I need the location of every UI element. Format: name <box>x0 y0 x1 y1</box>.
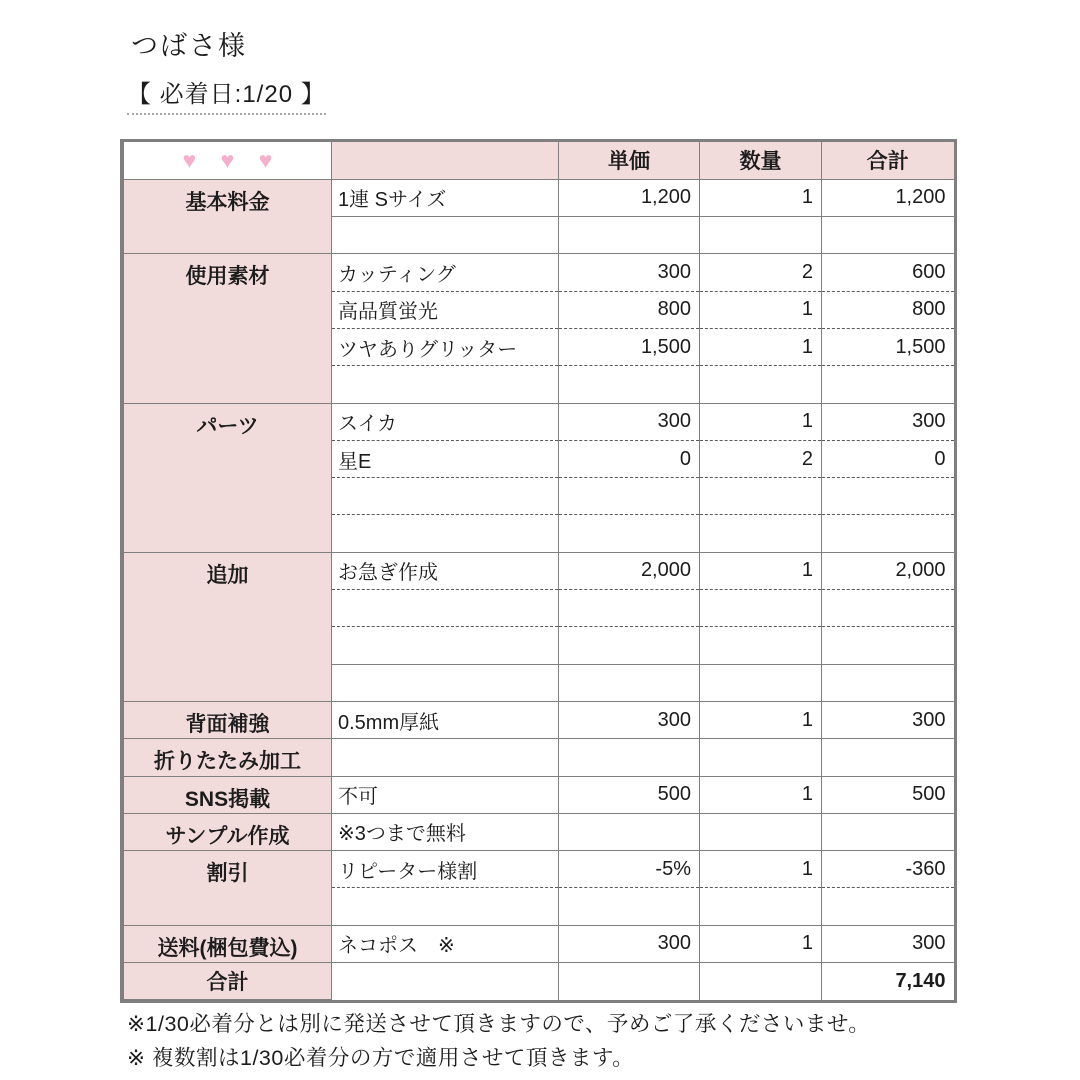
item-cell: ※3つまで無料 <box>332 813 559 850</box>
item-cell <box>332 366 559 403</box>
deadline-row <box>127 74 326 115</box>
total-cell: 1,500 <box>822 328 954 365</box>
unit-price-cell <box>559 664 700 701</box>
table-row <box>124 813 954 850</box>
total-cell: 300 <box>822 925 954 962</box>
unit-price-cell <box>559 590 700 627</box>
total-cell <box>822 217 954 254</box>
header-item-cell <box>332 142 559 179</box>
header-hearts-cell <box>124 142 332 179</box>
quantity-cell <box>700 664 822 701</box>
table-row <box>124 254 954 291</box>
total-cell: 600 <box>822 254 954 291</box>
category-cell: パーツ <box>124 403 332 552</box>
header-quantity: 数量 <box>700 142 822 179</box>
quantity-cell: 1 <box>700 776 822 813</box>
grand-total-qty-cell <box>700 963 822 1000</box>
grand-total-label: 合計 <box>124 963 332 1000</box>
grand-total-value: 7,140 <box>822 963 954 1000</box>
table-row <box>124 179 954 216</box>
total-cell: 300 <box>822 701 954 738</box>
price-table <box>120 139 957 1003</box>
quantity-cell: 1 <box>700 328 822 365</box>
item-cell <box>332 590 559 627</box>
unit-price-cell: 300 <box>559 403 700 440</box>
item-cell <box>332 515 559 552</box>
category-cell: 追加 <box>124 552 332 701</box>
item-cell: 1連 Sサイズ <box>332 179 559 216</box>
table-row <box>124 701 954 738</box>
unit-price-cell: -5% <box>559 851 700 888</box>
unit-price-cell: 2,000 <box>559 552 700 589</box>
unit-price-cell: 300 <box>559 701 700 738</box>
quantity-cell <box>700 627 822 664</box>
item-cell: カッティング <box>332 254 559 291</box>
total-cell: -360 <box>822 851 954 888</box>
category-cell: 基本料金 <box>124 179 332 254</box>
quantity-cell: 1 <box>700 925 822 962</box>
quantity-cell <box>700 888 822 925</box>
category-cell: サンプル作成 <box>124 813 332 850</box>
unit-price-cell <box>559 888 700 925</box>
category-cell: 折りたたみ加工 <box>124 739 332 776</box>
item-cell <box>332 739 559 776</box>
total-cell <box>822 627 954 664</box>
total-cell: 1,200 <box>822 179 954 216</box>
unit-price-cell <box>559 739 700 776</box>
unit-price-cell: 800 <box>559 291 700 328</box>
unit-price-cell <box>559 366 700 403</box>
quantity-cell <box>700 813 822 850</box>
unit-price-cell: 500 <box>559 776 700 813</box>
table-row <box>124 403 954 440</box>
total-cell: 300 <box>822 403 954 440</box>
note-2: ※ 複数割は1/30必着分の方で適用させて頂きます。 <box>127 1046 635 1070</box>
quantity-cell: 2 <box>700 440 822 477</box>
item-cell <box>332 627 559 664</box>
total-cell: 500 <box>822 776 954 813</box>
table-row <box>124 776 954 813</box>
grand-total-unit-cell <box>559 963 700 1000</box>
grand-total-row <box>124 963 954 1000</box>
total-cell <box>822 813 954 850</box>
unit-price-cell <box>559 217 700 254</box>
unit-price-cell <box>559 478 700 515</box>
unit-price-cell <box>559 627 700 664</box>
item-cell <box>332 478 559 515</box>
category-cell: 割引 <box>124 851 332 926</box>
quantity-cell <box>700 366 822 403</box>
total-cell <box>822 888 954 925</box>
total-cell <box>822 478 954 515</box>
deadline-label: 【 必着日:1/20 】 <box>127 74 326 115</box>
category-cell: SNS掲載 <box>124 776 332 813</box>
category-cell: 送料(梱包費込) <box>124 925 332 962</box>
quantity-cell: 2 <box>700 254 822 291</box>
item-cell: 不可 <box>332 776 559 813</box>
item-cell: お急ぎ作成 <box>332 552 559 589</box>
unit-price-cell: 1,200 <box>559 179 700 216</box>
table-header-row <box>124 142 954 179</box>
quantity-cell: 1 <box>700 403 822 440</box>
quantity-cell <box>700 515 822 552</box>
item-cell: 星E <box>332 440 559 477</box>
item-cell: リピーター様割 <box>332 851 559 888</box>
item-cell: ネコポス ※ <box>332 925 559 962</box>
table-row <box>124 739 954 776</box>
note-1: ※1/30必着分とは別に発送させて頂きますので、予めご了承くださいませ。 <box>127 1012 871 1036</box>
quantity-cell: 1 <box>700 851 822 888</box>
total-cell: 0 <box>822 440 954 477</box>
total-cell <box>822 515 954 552</box>
item-cell <box>332 217 559 254</box>
item-cell: 高品質蛍光 <box>332 291 559 328</box>
total-cell <box>822 366 954 403</box>
quantity-cell <box>700 217 822 254</box>
quantity-cell <box>700 478 822 515</box>
category-cell: 背面補強 <box>124 701 332 738</box>
quantity-cell: 1 <box>700 291 822 328</box>
unit-price-cell: 0 <box>559 440 700 477</box>
item-cell <box>332 664 559 701</box>
unit-price-cell <box>559 813 700 850</box>
category-cell: 使用素材 <box>124 254 332 403</box>
customer-name: つばさ様 <box>131 31 247 61</box>
header-total: 合計 <box>822 142 954 179</box>
item-cell <box>332 888 559 925</box>
price-table-grid <box>123 142 954 1000</box>
quantity-cell: 1 <box>700 701 822 738</box>
grand-total-item-cell <box>332 963 559 1000</box>
item-cell: 0.5mm厚紙 <box>332 701 559 738</box>
total-cell <box>822 590 954 627</box>
item-cell: スイカ <box>332 403 559 440</box>
footnotes <box>127 1007 870 1075</box>
heart-icons: ♥ ♥ ♥ <box>182 146 273 173</box>
total-cell <box>822 664 954 701</box>
quantity-cell <box>700 739 822 776</box>
unit-price-cell <box>559 515 700 552</box>
total-cell <box>822 739 954 776</box>
quantity-cell: 1 <box>700 552 822 589</box>
item-cell: ツヤありグリッター <box>332 328 559 365</box>
quantity-cell <box>700 590 822 627</box>
table-row <box>124 925 954 962</box>
header-unit-price: 単価 <box>559 142 700 179</box>
unit-price-cell: 1,500 <box>559 328 700 365</box>
total-cell: 800 <box>822 291 954 328</box>
unit-price-cell: 300 <box>559 925 700 962</box>
table-row <box>124 552 954 589</box>
table-row <box>124 851 954 888</box>
quantity-cell: 1 <box>700 179 822 216</box>
total-cell: 2,000 <box>822 552 954 589</box>
unit-price-cell: 300 <box>559 254 700 291</box>
